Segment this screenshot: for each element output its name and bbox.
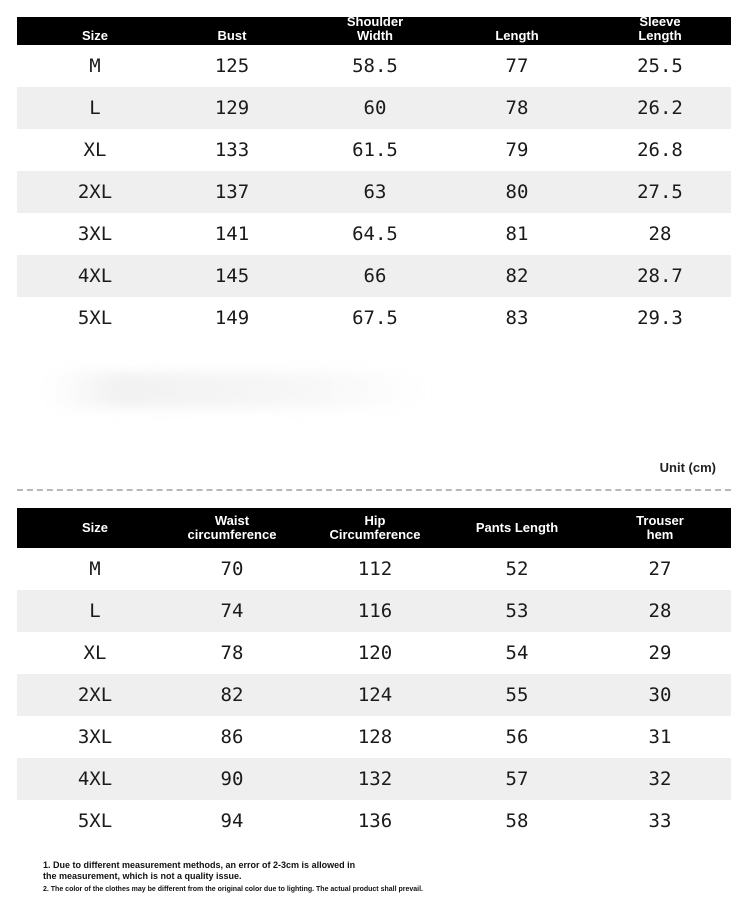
- table-cell: 29: [648, 642, 672, 664]
- unit-label: Unit (cm): [659, 460, 716, 475]
- table-cell: 94: [220, 810, 244, 832]
- table-row: [17, 297, 731, 339]
- bottom-table-body: [17, 548, 731, 842]
- table-cell: 53: [505, 600, 529, 622]
- table-cell: 125: [214, 55, 250, 77]
- table-cell: 132: [357, 768, 393, 790]
- header-trouser-hem: Trouser hem: [636, 513, 684, 542]
- table-cell: 55: [505, 684, 529, 706]
- table-cell: 4XL: [77, 768, 113, 790]
- table-cell: 81: [505, 223, 529, 245]
- header-length: Length: [495, 28, 539, 43]
- table-cell: 29.3: [637, 307, 683, 329]
- table-cell: 82: [505, 265, 529, 287]
- header-waist-circumference: Waist circumference: [187, 513, 277, 542]
- note-2: 2. The color of the clothes may be different from the original color due to lighting. The actual product shall prevail.: [43, 886, 423, 893]
- table-cell: XL: [83, 139, 107, 161]
- table-cell: L: [89, 600, 101, 622]
- table-cell: 58.5: [352, 55, 398, 77]
- header-sleeve-length: Sleeve Length: [638, 17, 682, 43]
- bottom-size-table: [17, 508, 731, 842]
- table-row: [17, 45, 731, 87]
- table-cell: 58: [505, 810, 529, 832]
- table-row: [17, 171, 731, 213]
- table-cell: 129: [214, 97, 250, 119]
- table-cell: 56: [505, 726, 529, 748]
- table-cell: 137: [214, 181, 250, 203]
- table-cell: 33: [648, 810, 672, 832]
- table-cell: 63: [363, 181, 387, 203]
- table-cell: 28.7: [637, 265, 683, 287]
- table-cell: 83: [505, 307, 529, 329]
- table-row: [17, 758, 731, 800]
- table-cell: 26.8: [637, 139, 683, 161]
- table-cell: 66: [363, 265, 387, 287]
- table-cell: 79: [505, 139, 529, 161]
- table-row: [17, 800, 731, 842]
- table-cell: 124: [357, 684, 393, 706]
- table-cell: 2XL: [77, 684, 113, 706]
- table-row: [17, 548, 731, 590]
- table-cell: 80: [505, 181, 529, 203]
- header-pants-length: Pants Length: [475, 520, 559, 535]
- table-cell: 133: [214, 139, 250, 161]
- table-cell: 78: [220, 642, 244, 664]
- table-cell: 52: [505, 558, 529, 580]
- table-row: [17, 590, 731, 632]
- top-table-body: [17, 45, 731, 339]
- table-cell: 3XL: [77, 726, 113, 748]
- table-row: [17, 87, 731, 129]
- table-row: [17, 213, 731, 255]
- bottom-table-header: [17, 508, 731, 548]
- table-cell: 128: [357, 726, 393, 748]
- table-cell: 136: [357, 810, 393, 832]
- table-cell: 57: [505, 768, 529, 790]
- table-cell: 77: [505, 55, 529, 77]
- table-cell: 120: [357, 642, 393, 664]
- dashed-divider: [17, 489, 731, 491]
- header-size: Size: [81, 520, 108, 535]
- table-cell: 5XL: [77, 307, 113, 329]
- table-cell: 74: [220, 600, 244, 622]
- header-hip-circumference: Hip Circumference: [329, 513, 421, 542]
- table-cell: 64.5: [352, 223, 398, 245]
- table-row: [17, 632, 731, 674]
- table-cell: XL: [83, 642, 107, 664]
- blurred-watermark: [45, 372, 425, 408]
- table-cell: 26.2: [637, 97, 683, 119]
- table-cell: M: [89, 55, 101, 77]
- notes: [43, 860, 423, 895]
- note-1: 1. Due to different measurement methods, an error of 2-3cm is allowed in the measurement, which is not a quality issue.: [43, 860, 356, 881]
- table-cell: 145: [214, 265, 250, 287]
- header-shoulder-width: Shoulder Width: [346, 17, 404, 43]
- table-cell: 30: [648, 684, 672, 706]
- table-row: [17, 129, 731, 171]
- table-cell: 112: [357, 558, 393, 580]
- table-cell: 90: [220, 768, 244, 790]
- table-cell: 28: [648, 600, 672, 622]
- table-cell: 70: [220, 558, 244, 580]
- table-cell: L: [89, 97, 101, 119]
- table-row: [17, 716, 731, 758]
- table-cell: 27: [648, 558, 672, 580]
- table-cell: 54: [505, 642, 529, 664]
- table-cell: 32: [648, 768, 672, 790]
- table-cell: M: [89, 558, 101, 580]
- table-cell: 25.5: [637, 55, 683, 77]
- table-cell: 27.5: [637, 181, 683, 203]
- table-row: [17, 674, 731, 716]
- table-cell: 141: [214, 223, 250, 245]
- header-bust: Bust: [217, 28, 247, 43]
- table-cell: 3XL: [77, 223, 113, 245]
- table-row: [17, 255, 731, 297]
- table-cell: 2XL: [77, 181, 113, 203]
- table-cell: 67.5: [352, 307, 398, 329]
- table-cell: 86: [220, 726, 244, 748]
- top-table-header: [17, 17, 731, 45]
- table-cell: 149: [214, 307, 250, 329]
- table-cell: 28: [648, 223, 672, 245]
- table-cell: 78: [505, 97, 529, 119]
- table-cell: 82: [220, 684, 244, 706]
- table-cell: 31: [648, 726, 672, 748]
- header-size: Size: [81, 28, 108, 43]
- table-cell: 116: [357, 600, 393, 622]
- table-cell: 61.5: [352, 139, 398, 161]
- table-cell: 5XL: [77, 810, 113, 832]
- table-cell: 60: [363, 97, 387, 119]
- top-size-table: [17, 17, 731, 339]
- table-cell: 4XL: [77, 265, 113, 287]
